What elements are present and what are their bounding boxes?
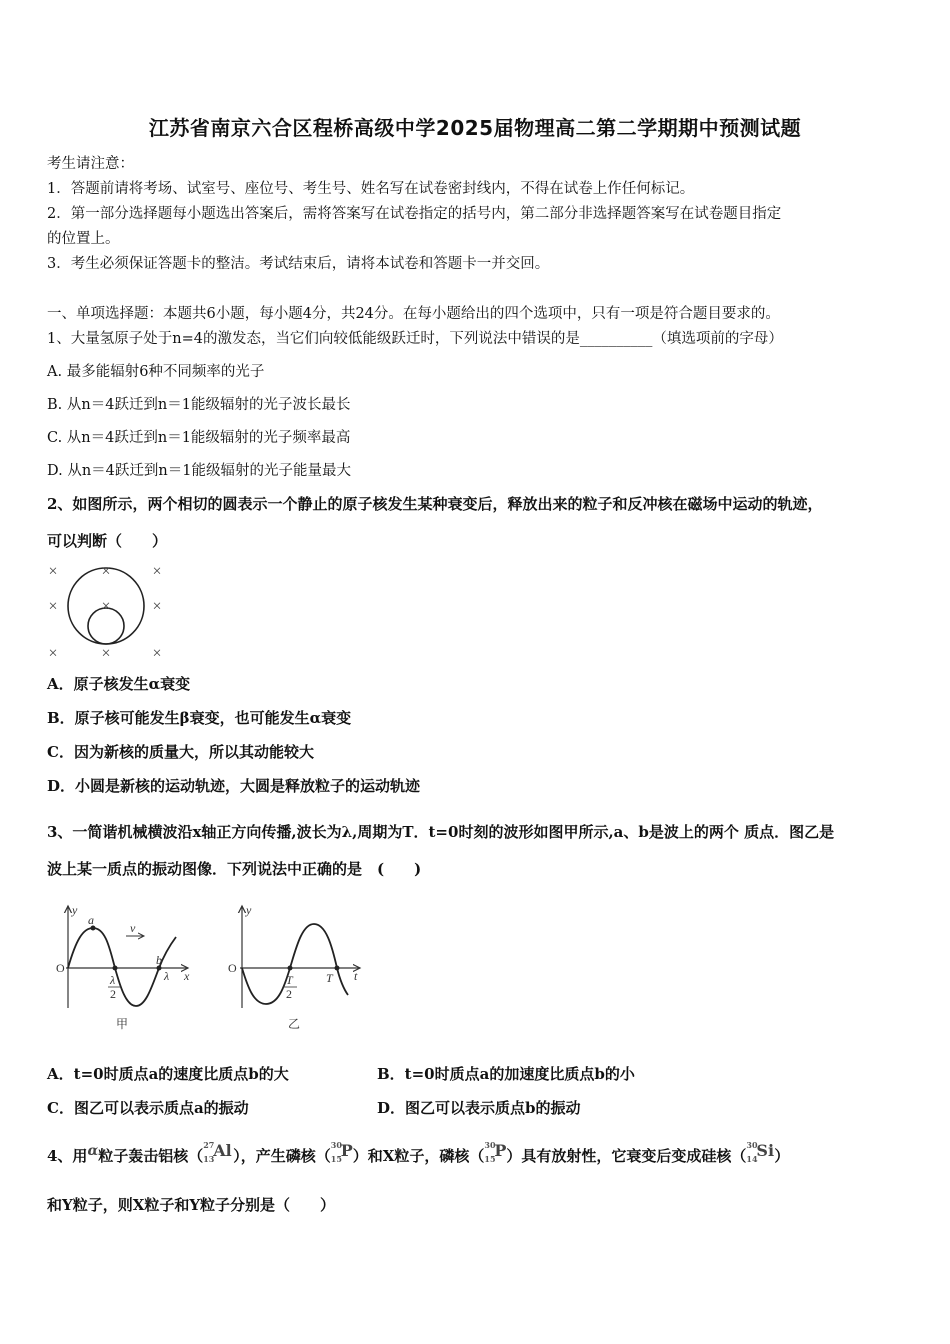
q1-option-d: D. 从n＝4跃迁到n＝1能级辐射的光子能量最大 (47, 463, 351, 479)
t-axis-label: t (354, 969, 358, 983)
q2-stem-cont: 可以判断（ ） (47, 532, 168, 550)
page-title: 江苏省南京六合区程桥高级中学2025届物理高二第二学期期中预测试题 (148, 116, 802, 140)
lambda-label: λ (164, 969, 170, 983)
q3-figure-yi (222, 900, 367, 1035)
q1-option-b: B. 从n＝4跃迁到n＝1能级辐射的光子波长最长 (47, 397, 351, 413)
field-mark: × (101, 598, 111, 615)
vibration-curve (242, 924, 348, 1004)
lambda-half-den: 2 (110, 987, 116, 1001)
period-label: T (326, 971, 333, 985)
alpha-symbol: α (87, 1143, 99, 1159)
q3-option-a: A．t=0时质点a的速度比质点b的大 (47, 1065, 289, 1083)
lambda-half-num: λ (110, 973, 116, 987)
q2-option-c: C．因为新核的质量大，所以其动能较大 (47, 743, 314, 761)
q1-stem: 1、大量氢原子处于n=4的激发态，当它们向较低能级跃迁时，下列说法中错误的是__________（填选项前的字母） (47, 331, 783, 347)
v-label: v (130, 921, 136, 935)
q4-text: ）和X粒子，磷核（ (352, 1147, 485, 1165)
field-mark: × (48, 563, 58, 580)
field-mark: × (152, 598, 162, 615)
q1-option-a: A. 最多能辐射6种不同频率的光子 (47, 364, 265, 380)
figure-caption-yi: 乙 (288, 1017, 301, 1031)
q3-stem-cont: 波上某一质点的振动图像．下列说法中正确的是 ( ) (47, 860, 422, 878)
q1-option-c: C. 从n＝4跃迁到n＝1能级辐射的光子频率最高 (47, 430, 351, 446)
t-half-num: T (286, 973, 293, 987)
q2-option-d: D．小圆是新核的运动轨迹，大圆是释放粒子的运动轨迹 (47, 777, 421, 795)
notice-line: 2．第一部分选择题每小题选出答案后，需将答案写在试卷指定的括号内，第二部分非选择题答案写在试卷题目指定 (47, 206, 782, 222)
q3-option-c: C．图乙可以表示质点a的振动 (47, 1099, 249, 1117)
q2-option-b: B．原子核可能发生β衰变，也可能发生α衰变 (47, 709, 352, 727)
q2-figure (42, 558, 172, 666)
y-axis-label: y (246, 903, 252, 917)
notice-line: 的位置上。 (47, 231, 120, 247)
q4-stem-cont: 和Y粒子，则X粒子和Y粒子分别是（ ） (47, 1196, 336, 1214)
notice-line: 1．答题前请将考场、试室号、座位号、考生号、姓名写在试卷密封线内，不得在试卷上作任何标记。 (47, 181, 695, 197)
field-mark: × (101, 645, 111, 662)
q4-text: ）具有放射性，它衰变后变成硅核（ (506, 1147, 747, 1165)
q4-text: ） (774, 1147, 790, 1165)
q2-option-a: A．原子核发生α衰变 (47, 675, 191, 693)
t-half-den: 2 (286, 987, 292, 1001)
aluminum-nuclide: 27 13 Al (203, 1140, 232, 1164)
y-axis-label: y (72, 903, 78, 917)
phosphorus-nuclide: 30 15 P (330, 1140, 353, 1164)
origin-label: O (56, 961, 65, 975)
q4-text: 粒子轰击铝核（ (98, 1147, 204, 1165)
q4-text: 4、用 (47, 1147, 88, 1165)
silicon-nuclide: 30 14 Si (746, 1140, 775, 1164)
period-point (335, 966, 340, 971)
field-mark: × (48, 598, 58, 615)
q3-option-b: B．t=0时质点a的加速度比质点b的小 (377, 1065, 635, 1083)
phosphorus-nuclide: 30 15 P (484, 1140, 507, 1164)
origin-label: O (228, 961, 237, 975)
figure-caption-jia: 甲 (116, 1017, 129, 1031)
q3-figure-jia (48, 900, 198, 1035)
q2-stem: 2、如图所示，两个相切的圆表示一个静止的原子核发生某种衰变后，释放出来的粒子和反冲核在磁场中运动的轨迹， (47, 495, 823, 513)
field-mark: × (152, 645, 162, 662)
b-label: b (156, 953, 162, 967)
half-wavelength-point (113, 966, 118, 971)
section-heading: 一、单项选择题：本题共6小题，每小题4分，共24分。在每小题给出的四个选项中，只有一项是符合题目要求的。 (47, 306, 780, 322)
q4-text: ），产生磷核（ (233, 1147, 331, 1165)
q3-option-d: D．图乙可以表示质点b的振动 (377, 1099, 581, 1117)
half-period-point (288, 966, 293, 971)
x-axis-label: x (184, 969, 190, 983)
notice-heading: 考生请注意： (47, 156, 134, 172)
q4-stem (47, 1140, 790, 1166)
a-label: a (88, 913, 94, 927)
field-mark: × (152, 563, 162, 580)
field-mark: × (101, 563, 111, 580)
q3-stem: 3、一简谐机械横波沿x轴正方向传播,波长为λ,周期为T．t=0时刻的波形如图甲所示,a、b是波上的两个 质点．图乙是 (47, 823, 835, 841)
notice-line: 3．考生必须保证答题卡的整洁。考试结束后，请将本试卷和答题卡一并交回。 (47, 256, 550, 272)
field-mark: × (48, 645, 58, 662)
